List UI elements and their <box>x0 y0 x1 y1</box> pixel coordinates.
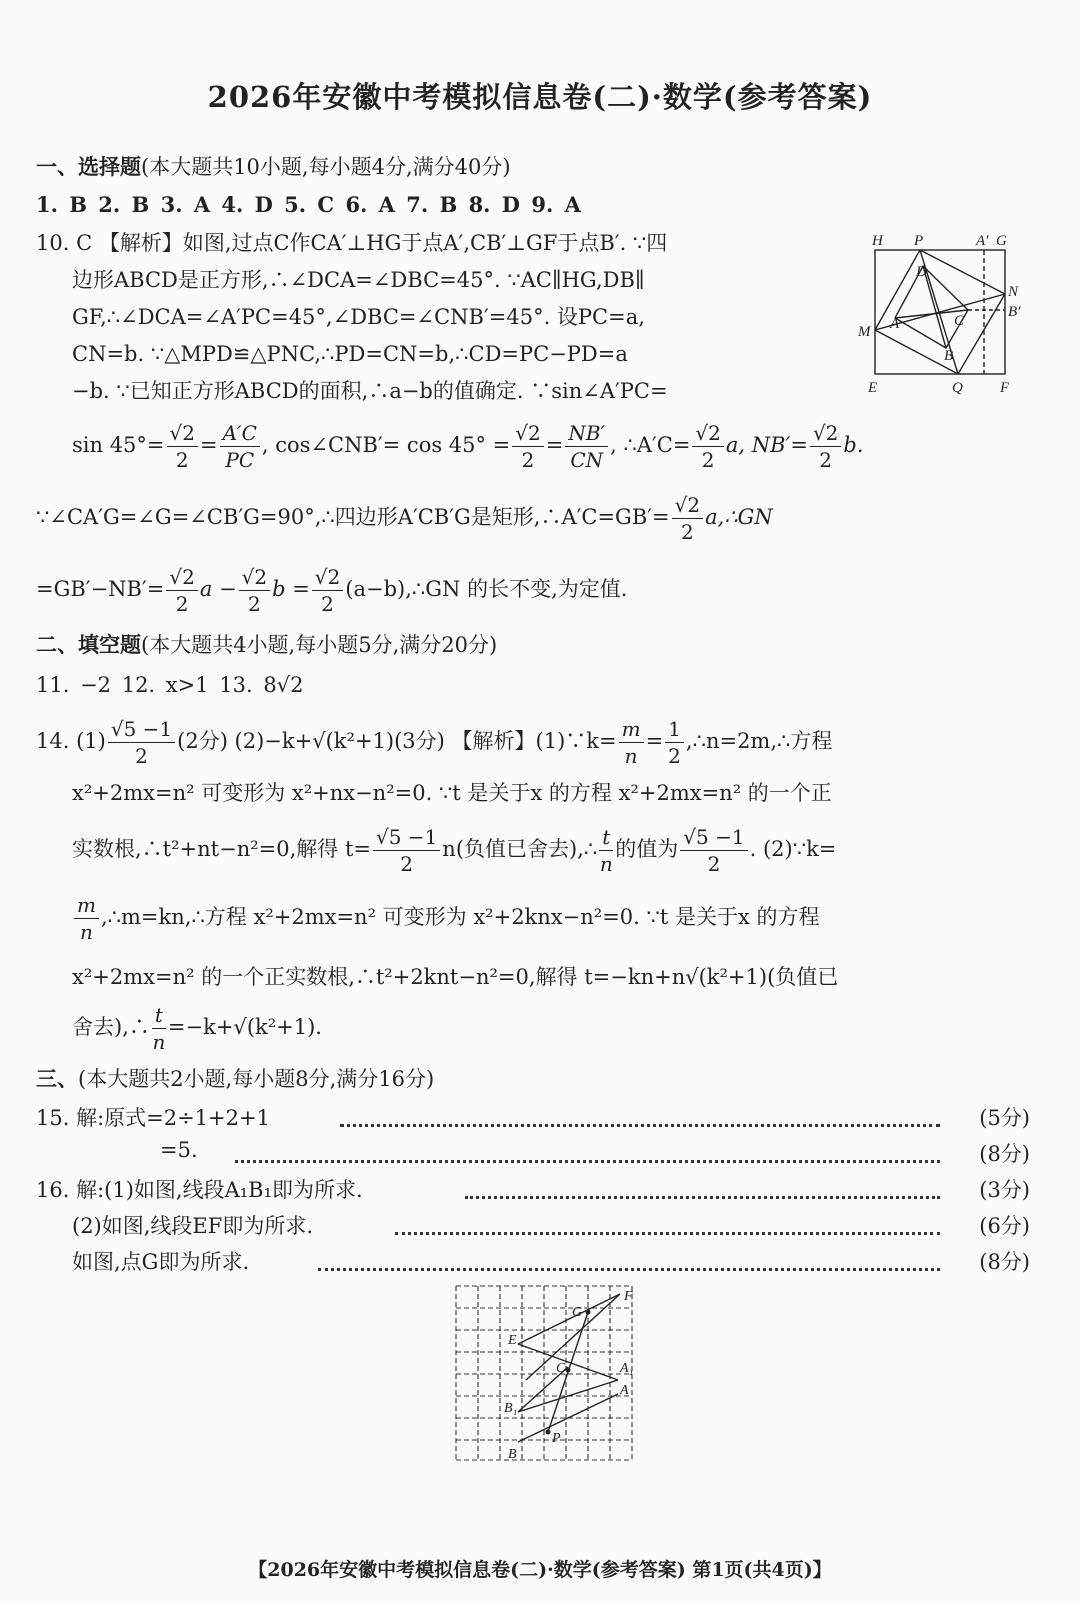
q14-line-6 <box>72 1000 322 1055</box>
section-2-title: 二、填空题 <box>36 632 141 657</box>
fig2-label: B <box>508 1447 517 1462</box>
numerator: √2 <box>810 420 841 447</box>
numerator: m <box>74 892 99 919</box>
fraction <box>74 892 99 945</box>
fig1-label: H <box>872 233 883 249</box>
fig2-label: E <box>508 1333 517 1348</box>
denominator: 2 <box>247 592 261 616</box>
q10-line-1: 10. C 【解析】如图,过点C作CA′⊥HG于点A′,CB′⊥GF于点B′. ∵四 <box>36 231 668 255</box>
fig2-label: P <box>552 1431 561 1446</box>
fraction <box>239 564 270 617</box>
q10-line-6: sin 45°= $\frac{√2}{2}$ = $\frac{A'C}{PC}$ , cos∠CNB′= cos 45° = $\frac{√2}{2}$ = $\frac{NB'}{CN}$ , ∴A′C= $\frac{√2}{2}$ a, NB′= $\frac{√2}{2}$ b. <box>72 421 864 472</box>
fig1-label: D <box>916 264 927 280</box>
point-c <box>566 1368 571 1373</box>
fraction <box>672 492 703 545</box>
fraction <box>599 824 613 877</box>
q15-line-1: 15. 解:原式=2÷1+2+1 <box>36 1106 270 1130</box>
q14-line-4 <box>72 890 820 945</box>
denominator: CN <box>570 448 604 472</box>
denominator: 2 <box>175 448 189 472</box>
dashed-grid <box>456 1286 632 1460</box>
text-span: a, NB′= <box>725 433 808 457</box>
section-3-note: (本大题共2小题,每小题8分,满分16分) <box>78 1067 435 1091</box>
q10-line-4: CN=b. ∵△MPD≌△PNC,∴PD=CN=b,∴CD=PC−PD=a <box>72 342 628 366</box>
numerator: NB′ <box>565 420 608 447</box>
leader-dots <box>465 1166 940 1199</box>
numerator: 1 <box>665 716 684 743</box>
page-title: 2026年安徽中考模拟信息卷(二)·数学(参考答案) <box>207 80 873 114</box>
text-span: 的值为 <box>615 837 679 861</box>
point-g <box>586 1310 591 1315</box>
fraction <box>810 420 841 473</box>
fig2-label: B₁ <box>504 1401 518 1416</box>
q16-line-3: 如图,点G即为所求. <box>72 1250 250 1274</box>
text-span: 舍去),∴ <box>72 1015 150 1039</box>
fig1-label: P <box>914 233 924 249</box>
text-span: =GB′−NB′= <box>36 577 165 601</box>
section-1-note: (本大题共10小题,每小题4分,满分40分) <box>141 155 511 179</box>
section-3-title: 三、 <box>36 1066 78 1091</box>
denominator: n <box>80 920 93 944</box>
score-mark: (8分) <box>979 1250 1030 1274</box>
numerator: √5 −1 <box>108 716 175 743</box>
numerator: √5 −1 <box>680 824 747 851</box>
section-3-header <box>36 1064 434 1094</box>
fig2-label: C <box>556 1361 566 1376</box>
denominator: PC <box>225 448 255 472</box>
leader-dots <box>395 1202 940 1235</box>
q10-line-5: −b. ∵已知正方形ABCD的面积,∴a−b的值确定. ∵sin∠A′PC= <box>72 379 668 403</box>
fig1-label: A <box>890 316 900 332</box>
fig1-label: B′ <box>1008 304 1021 320</box>
numerator: t <box>599 824 613 851</box>
section-1-title: 一、选择题 <box>36 154 141 179</box>
fig2-label: G <box>572 1305 583 1320</box>
denominator: 2 <box>400 852 413 876</box>
denominator: 2 <box>175 592 189 616</box>
fig1-label: B <box>944 348 954 364</box>
section-1-header <box>36 152 511 182</box>
text-span: n(负值已舍去),∴ <box>442 837 598 861</box>
numerator: √2 <box>312 564 343 591</box>
text-span: (2分) (2)−k+√(k²+1)(3分) 【解析】(1)∵k= <box>177 729 617 753</box>
numerator: √5 −1 <box>373 824 440 851</box>
score-mark: (3分) <box>979 1178 1030 1202</box>
fig1-label: M <box>858 324 871 340</box>
fill-answers: 11. −2 12. x>1 13. 8√2 <box>36 673 304 697</box>
denominator: 2 <box>135 744 148 768</box>
fraction <box>565 420 608 473</box>
denominator: n <box>599 852 613 876</box>
q10-square-figure <box>850 228 1040 398</box>
text-span: a − <box>199 577 237 601</box>
fraction <box>692 420 723 473</box>
q16-line-1: 16. 解:(1)如图,线段A₁B₁即为所求. <box>36 1178 363 1202</box>
numerator: √2 <box>239 564 270 591</box>
denominator: 2 <box>819 448 833 472</box>
q14-line-1: 14. (1) $\frac{√5 -1}{2}$ (2分) (2)−k+√(k²+1)(3分) 【解析】(1)∵k= $\frac{m}{n}$ = $\frac{1}{2}$ ,∴n=2m,∴方程 <box>36 717 833 768</box>
q16-line-2: (2)如图,线段EF即为所求. <box>72 1214 313 1238</box>
q10-line-2: 边形ABCD是正方形,∴∠DCA=∠DBC=45°. ∵AC∥HG,DB∥ <box>72 268 645 292</box>
q14-line-5: x²+2mx=n² 的一个正实数根,∴t²+2knt−n²=0,解得 t=−kn+n√(k²+1)(负值已 <box>72 965 839 989</box>
text-span: (a−b),∴GN 的长不变,为定值. <box>345 577 628 601</box>
q10-line-8 <box>36 562 627 617</box>
text-span: ∵∠CA′G=∠G=∠CB′G=90°,∴四边形A′CB′G是矩形,∴A′C=GB′= <box>36 505 670 529</box>
text-span: , ∴A′C= <box>610 433 691 457</box>
fraction <box>373 824 440 877</box>
denominator: 2 <box>521 448 535 472</box>
q10-line-3: GF,∴∠DCA=∠A′PC=45°,∠DBC=∠CNB′=45°. 设PC=a, <box>72 305 645 329</box>
fig1-label: Q <box>952 380 963 396</box>
section-2-header <box>36 630 497 660</box>
fig1-label: F <box>1000 380 1010 396</box>
score-mark: (8分) <box>979 1142 1030 1166</box>
text-span: . (2)∵k= <box>749 837 837 861</box>
q14-line-2: x²+2mx=n² 可变形为 x²+nx−n²=0. ∵t 是关于x 的方程 x²+2mx=n² 的一个正 <box>72 781 832 805</box>
denominator: 2 <box>680 520 694 544</box>
fig1-label: G <box>996 233 1007 249</box>
text-span: 14. (1) <box>36 729 106 753</box>
q16-grid-figure <box>448 1282 648 1472</box>
numerator: t <box>152 1002 166 1029</box>
q10-line-7 <box>36 490 773 545</box>
q14-line-3 <box>72 822 836 877</box>
fraction <box>312 564 343 617</box>
numerator: √2 <box>672 492 703 519</box>
page-footer: 【2026年安徽中考模拟信息卷(二)·数学(参考答案) 第1页(共4页)】 <box>248 1559 832 1581</box>
fraction <box>167 420 198 473</box>
text-span: a,∴GN <box>705 505 773 529</box>
leader-dots <box>318 1238 940 1271</box>
fraction <box>220 420 260 473</box>
numerator: √2 <box>692 420 723 447</box>
fraction <box>665 716 684 769</box>
text-span: , cos∠CNB′= cos 45° = <box>261 433 511 457</box>
segment-e-a <box>518 1344 618 1380</box>
section-2-note: (本大题共4小题,每小题5分,满分20分) <box>141 633 498 657</box>
segment-e-f <box>518 1294 620 1344</box>
denominator: 2 <box>707 852 721 876</box>
q15-line-2: =5. <box>160 1138 198 1162</box>
numerator: √2 <box>167 420 198 447</box>
fig1-label: A′ <box>976 233 989 249</box>
score-mark: (6分) <box>979 1214 1030 1238</box>
denominator: 2 <box>701 448 715 472</box>
fig1-label: E <box>868 380 878 396</box>
leader-dots <box>235 1130 940 1163</box>
fraction <box>680 824 747 877</box>
denominator: 2 <box>668 744 681 768</box>
fraction <box>619 716 644 769</box>
text-span: ,∴n=2m,∴方程 <box>685 729 833 753</box>
denominator: n <box>152 1030 166 1054</box>
fraction <box>166 564 197 617</box>
numerator: √2 <box>166 564 197 591</box>
numerator: √2 <box>512 420 543 447</box>
text-span: ,∴m=kn,∴方程 x²+2mx=n² 可变形为 x²+2knx−n²=0. ∵t 是关于x 的方程 <box>100 905 820 929</box>
choice-answers: 1. B 2. B 3. A 4. D 5. C 6. A 7. B 8. D 9. A <box>36 192 581 217</box>
denominator: 2 <box>321 592 334 616</box>
fraction <box>152 1002 166 1055</box>
fig1-label: N <box>1008 284 1019 300</box>
text-span: b. <box>843 433 864 457</box>
point-p <box>546 1430 551 1435</box>
fraction <box>512 420 543 473</box>
fig2-label: F <box>624 1289 633 1304</box>
text-span: sin 45°= <box>72 433 165 457</box>
fig2-label: A₁ <box>620 1361 634 1376</box>
fig2-label: A <box>620 1383 629 1398</box>
fig1-label: C <box>954 313 965 329</box>
numerator: m <box>619 716 644 743</box>
text-span: b = <box>272 577 310 601</box>
text-span: 实数根,∴t²+nt−n²=0,解得 t= <box>72 837 371 861</box>
score-mark: (5分) <box>979 1106 1030 1130</box>
text-span: =−k+√(k²+1). <box>167 1015 322 1039</box>
numerator: A′C <box>220 420 260 447</box>
denominator: n <box>624 744 638 768</box>
leader-dots <box>340 1094 940 1127</box>
fraction <box>108 716 175 769</box>
